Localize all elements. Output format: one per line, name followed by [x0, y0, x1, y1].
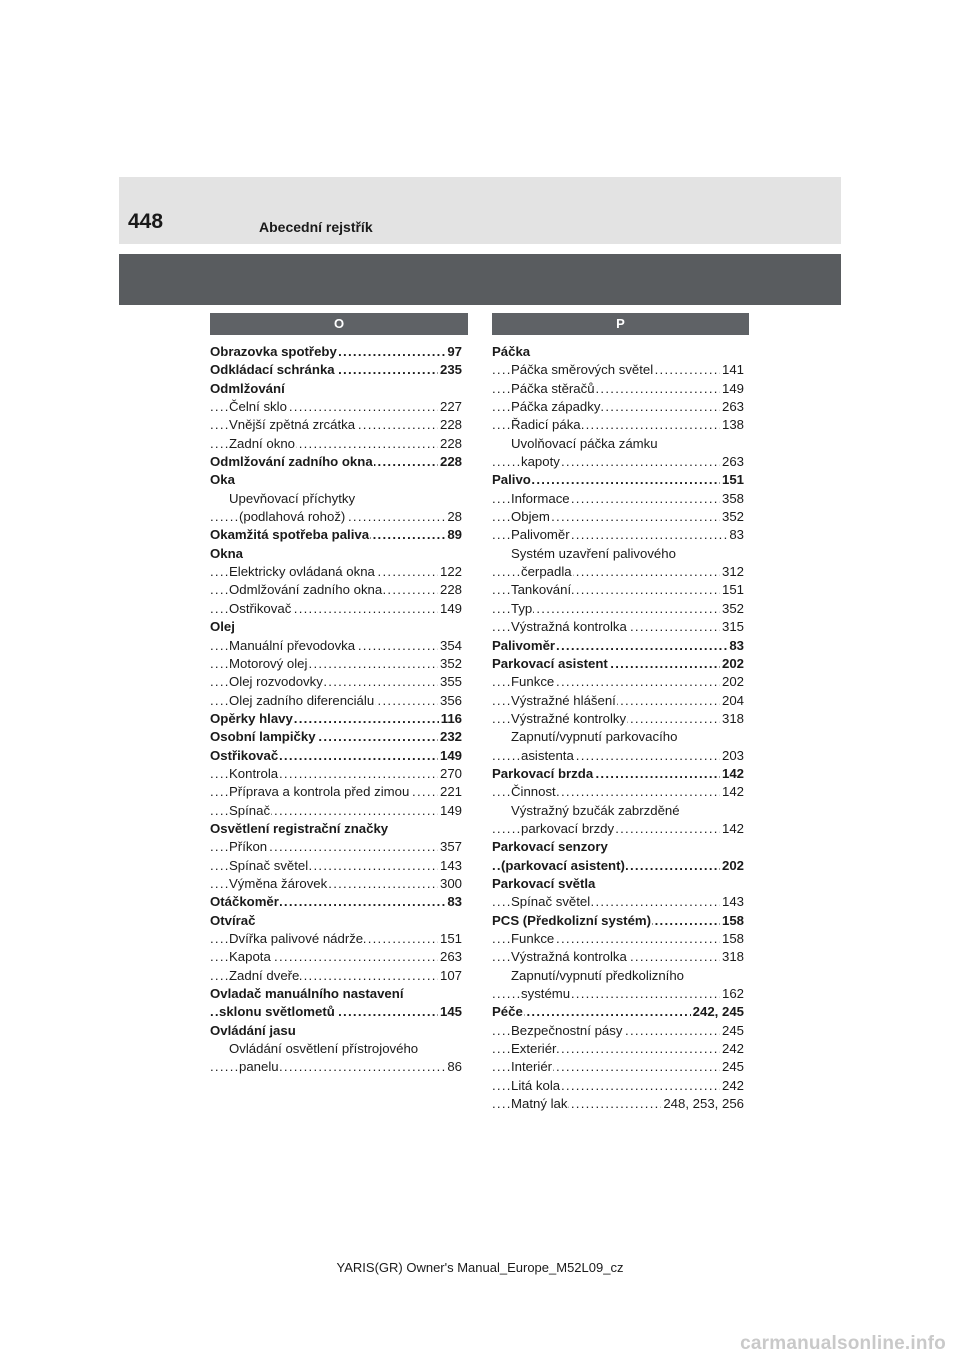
- index-column-o: [210, 343, 462, 1077]
- index-subentry: [492, 1022, 744, 1040]
- index-entry: [210, 453, 462, 471]
- index-subentry: [492, 710, 744, 728]
- page-reference: 312: [720, 563, 744, 581]
- entry-term: Spínač světel: [511, 894, 591, 910]
- index-subentry: [210, 838, 462, 856]
- index-entry: [492, 875, 744, 893]
- entry-term: Spínač: [229, 802, 271, 818]
- entry-term: Tankování: [511, 582, 572, 598]
- page-reference: 202: [720, 673, 744, 691]
- page-reference: 270: [438, 765, 462, 783]
- index-subentry: [210, 948, 462, 966]
- entry-term: asistenta: [521, 747, 574, 763]
- index-subentry: [492, 930, 744, 948]
- entry-term: Otvírač: [210, 912, 256, 928]
- index-entry: [210, 361, 462, 379]
- page-reference: 352: [720, 600, 744, 618]
- entry-term: Okamžitá spotřeba paliva: [210, 527, 370, 543]
- page-reference: 204: [720, 692, 744, 710]
- page-reference: 318: [720, 948, 744, 966]
- index-subentry: [210, 490, 462, 508]
- entry-term: Vnější zpětná zrcátka: [229, 417, 356, 433]
- index-subentry: [492, 1040, 744, 1058]
- index-subentry: [210, 802, 462, 820]
- entry-term: Řadicí páka: [511, 417, 581, 433]
- entry-term: Opěrky hlavy: [210, 710, 293, 726]
- entry-term: Příprava a kontrola před zimou: [229, 784, 410, 800]
- entry-term: Parkovací brzda: [492, 765, 594, 781]
- index-entry: [492, 655, 744, 673]
- index-subentry: [492, 600, 744, 618]
- entry-term: Zadní dveře: [229, 967, 300, 983]
- index-entry: [492, 912, 744, 930]
- index-entry: [210, 343, 462, 361]
- entry-term: Výstražná kontrolka: [511, 949, 627, 965]
- entry-term: Páčka: [492, 344, 531, 359]
- entry-term: panelu: [239, 1059, 279, 1075]
- page-reference: 138: [720, 416, 744, 434]
- index-subentry: [492, 692, 744, 710]
- page-reference: 355: [438, 673, 462, 691]
- page-reference: 142: [720, 765, 744, 783]
- entry-term: Ostřikovač: [210, 747, 279, 763]
- page-reference: 228: [438, 581, 462, 599]
- index-subentry: [492, 508, 744, 526]
- index-subentry: [492, 893, 744, 911]
- index-subentry: [210, 1040, 462, 1058]
- index-entry: [492, 838, 744, 856]
- index-subentry: [492, 563, 744, 581]
- page-reference: 83: [727, 637, 744, 655]
- entry-term: Parkovací světla: [492, 875, 596, 891]
- entry-term: Objem: [511, 509, 550, 525]
- index-subentry: [210, 857, 462, 875]
- page-reference: 263: [720, 453, 744, 471]
- page-reference: 86: [445, 1058, 462, 1076]
- entry-term: Páčka stěračů: [511, 380, 595, 396]
- entry-term: Informace: [511, 490, 570, 506]
- page-reference: 158: [720, 912, 744, 930]
- page-reference: 141: [720, 361, 744, 379]
- index-entry: [492, 857, 744, 875]
- entry-term: Odkládací schránka: [210, 362, 335, 378]
- index-subentry: [210, 783, 462, 801]
- page-reference: 245: [720, 1022, 744, 1040]
- entry-term: kapoty: [521, 454, 560, 470]
- entry-term: parkovací brzdy: [521, 820, 615, 836]
- page-reference: 228: [438, 453, 462, 471]
- page-reference: 89: [445, 526, 462, 544]
- page-reference: 97: [445, 343, 462, 361]
- page-reference: 151: [720, 581, 744, 599]
- page-reference: 149: [438, 802, 462, 820]
- entry-term: Páčka západky: [511, 399, 601, 415]
- page-reference: 242: [720, 1040, 744, 1058]
- index-entry: [210, 820, 462, 838]
- entry-term: Výměna žárovek: [229, 875, 328, 891]
- page-reference: 263: [720, 398, 744, 416]
- page-reference: 232: [438, 728, 462, 746]
- index-subentry: [492, 820, 744, 838]
- entry-term: Čelní sklo: [229, 399, 287, 415]
- index-subentry: [492, 1095, 744, 1113]
- index-subentry: [210, 765, 462, 783]
- entry-term: Exteriér: [511, 1041, 557, 1057]
- index-subentry: [492, 728, 744, 746]
- entry-term: Typ: [511, 600, 533, 616]
- index-subentry: [210, 930, 462, 948]
- page-reference: 245: [720, 1058, 744, 1076]
- page-reference: 162: [720, 985, 744, 1003]
- entry-term: Manuální převodovka: [229, 637, 356, 653]
- entry-term: Okna: [210, 545, 243, 561]
- entry-term: Péče: [492, 1004, 523, 1020]
- index-subentry: [492, 783, 744, 801]
- index-subentry: [210, 563, 462, 581]
- watermark: carmanualsonline.info: [740, 1333, 946, 1354]
- page-reference: 227: [438, 398, 462, 416]
- page-reference: 151: [438, 930, 462, 948]
- entry-term: Parkovací asistent: [492, 655, 608, 671]
- index-entry: [492, 343, 744, 361]
- page-reference: 28: [445, 508, 462, 526]
- page-reference: 116: [439, 710, 462, 728]
- index-entry: [210, 728, 462, 746]
- letter-heading-o: O: [210, 313, 468, 335]
- page-reference: 242: [720, 1077, 744, 1095]
- index-subentry: [492, 747, 744, 765]
- index-entry: [210, 1022, 462, 1040]
- entry-term: Ovládání osvětlení přístrojového: [229, 1041, 419, 1057]
- index-subentry: [492, 985, 744, 1003]
- index-subentry: [210, 967, 462, 985]
- entry-term: Uvolňovací páčka zámku: [511, 435, 658, 451]
- index-column-p: [492, 343, 744, 1113]
- page-reference: 145: [438, 1003, 462, 1021]
- page-reference: 357: [438, 838, 462, 856]
- entry-term: Zapnutí/vypnutí parkovacího: [511, 729, 678, 745]
- entry-term: Příkon: [229, 839, 268, 855]
- page-reference: 356: [438, 692, 462, 710]
- page-reference: 143: [438, 857, 462, 875]
- index-subentry: [492, 416, 744, 434]
- index-entry: [210, 545, 462, 563]
- entry-term: Činnost: [511, 784, 556, 800]
- page-reference: 228: [438, 435, 462, 453]
- index-subentry: [492, 967, 744, 985]
- page-reference: 83: [727, 526, 744, 544]
- index-subentry: [210, 581, 462, 599]
- page-reference: 202: [720, 857, 744, 875]
- entry-term: Páčka směrových světel: [511, 362, 654, 378]
- entry-term: Odmlžování zadního okna: [210, 454, 373, 470]
- page-reference: 203: [720, 747, 744, 765]
- page-reference: 318: [720, 710, 744, 728]
- page-reference: 151: [720, 471, 744, 489]
- entry-term: čerpadla: [521, 564, 572, 580]
- page-reference: 143: [720, 893, 744, 911]
- index-subentry: [210, 692, 462, 710]
- index-entry: [492, 765, 744, 783]
- index-entry: [210, 985, 462, 1003]
- page-reference: 354: [438, 637, 462, 655]
- index-entry: [210, 380, 462, 398]
- page-reference: 149: [720, 380, 744, 398]
- entry-term: Kontrola: [229, 765, 279, 781]
- index-subentry: [492, 802, 744, 820]
- entry-term: sklonu světlometů: [219, 1004, 335, 1020]
- index-entry: [210, 912, 462, 930]
- page-reference: 352: [438, 655, 462, 673]
- entry-term: Výstražné kontrolky: [511, 710, 627, 726]
- page-reference: 149: [438, 600, 462, 618]
- entry-term: Spínač světel: [229, 857, 309, 873]
- entry-term: Olej rozvodovky: [229, 674, 323, 690]
- page-reference: 158: [720, 930, 744, 948]
- entry-term: (parkovací asistent): [501, 857, 625, 873]
- section-title: Abecední rejstřík: [259, 219, 373, 235]
- entry-term: Motorový olej: [229, 655, 308, 671]
- page-reference: 263: [438, 948, 462, 966]
- index-entry: [210, 1003, 462, 1021]
- entry-term: Osobní lampičky: [210, 729, 316, 745]
- page-reference: 149: [438, 747, 462, 765]
- entry-term: Ostřikovač: [229, 600, 292, 616]
- page-reference: 202: [720, 655, 744, 673]
- entry-term: Výstražná kontrolka: [511, 619, 627, 635]
- entry-term: Obrazovka spotřeby: [210, 344, 337, 359]
- index-entry: [210, 893, 462, 911]
- entry-term: Olej zadního diferenciálu: [229, 692, 375, 708]
- entry-term: Palivoměr: [492, 637, 556, 653]
- entry-term: Funkce: [511, 674, 555, 690]
- index-subentry: [210, 637, 462, 655]
- entry-term: Bezpečnostní pásy: [511, 1022, 623, 1038]
- index-subentry: [210, 398, 462, 416]
- index-entry: [492, 1003, 744, 1021]
- entry-term: Odmlžování zadního okna: [229, 582, 383, 598]
- entry-term: Upevňovací příchytky: [229, 490, 356, 506]
- page-reference: 358: [720, 490, 744, 508]
- index-subentry: [210, 508, 462, 526]
- entry-term: Elektricky ovládaná okna: [229, 564, 375, 580]
- entry-term: Zadní okno: [229, 435, 295, 451]
- index-subentry: [492, 361, 744, 379]
- page-reference: 228: [438, 416, 462, 434]
- index-subentry: [492, 673, 744, 691]
- dark-band: [119, 254, 841, 305]
- entry-term: Litá kola: [511, 1077, 561, 1093]
- page-reference: 221: [438, 783, 462, 801]
- entry-term: (podlahová rohož): [239, 509, 346, 525]
- index-subentry: [492, 618, 744, 636]
- footer-text: YARIS(GR) Owner's Manual_Europe_M52L09_cz: [336, 1260, 624, 1275]
- page-reference: 235: [438, 361, 462, 379]
- index-subentry: [492, 545, 744, 563]
- entry-term: Systém uzavření palivového: [511, 545, 676, 561]
- header-band: [119, 177, 841, 244]
- entry-term: Zapnutí/vypnutí předkolizního: [511, 967, 685, 983]
- index-subentry: [210, 655, 462, 673]
- page-reference: 242, 245: [691, 1003, 744, 1021]
- letter-heading-p: P: [492, 313, 749, 335]
- index-entry: [492, 637, 744, 655]
- entry-term: Matný lak: [511, 1096, 568, 1112]
- index-subentry: [492, 435, 744, 453]
- page-reference: 300: [438, 875, 462, 893]
- entry-term: Dvířka palivové nádrže: [229, 931, 364, 946]
- entry-term: Palivoměr: [511, 527, 570, 543]
- index-subentry: [210, 435, 462, 453]
- entry-term: Výstražný bzučák zabrzděné: [511, 802, 680, 818]
- entry-term: Výstražné hlášení: [511, 692, 616, 708]
- index-subentry: [210, 875, 462, 893]
- entry-term: Oka: [210, 472, 235, 488]
- index-subentry: [492, 1077, 744, 1095]
- entry-term: PCS (Předkolizní systém): [492, 912, 652, 928]
- page-reference: 248, 253, 256: [661, 1095, 744, 1113]
- index-entry: [210, 526, 462, 544]
- index-subentry: [492, 380, 744, 398]
- entry-term: Kapota: [229, 949, 271, 965]
- entry-term: Ovládání jasu: [210, 1022, 296, 1038]
- entry-term: Palivo: [492, 472, 531, 488]
- index-subentry: [492, 453, 744, 471]
- page-reference: 315: [720, 618, 744, 636]
- index-entry: [210, 471, 462, 489]
- page-reference: 142: [720, 820, 744, 838]
- entry-term: Ovladač manuálního nastavení: [210, 986, 404, 1002]
- index-subentry: [492, 581, 744, 599]
- entry-term: Funkce: [511, 931, 555, 946]
- index-entry: [492, 471, 744, 489]
- page-number: 448: [128, 210, 164, 233]
- index-subentry: [492, 948, 744, 966]
- entry-term: Parkovací senzory: [492, 839, 608, 855]
- index-subentry: [210, 1058, 462, 1076]
- page-reference: 83: [445, 893, 462, 911]
- index-subentry: [492, 398, 744, 416]
- entry-term: Interiér: [511, 1059, 553, 1075]
- index-entry: [210, 747, 462, 765]
- index-subentry: [492, 490, 744, 508]
- entry-term: Odmlžování: [210, 380, 285, 396]
- entry-term: Osvětlení registrační značky: [210, 820, 389, 836]
- page-reference: 352: [720, 508, 744, 526]
- entry-term: systému: [521, 986, 571, 1002]
- index-subentry: [210, 673, 462, 691]
- index-subentry: [210, 600, 462, 618]
- page-reference: 107: [438, 967, 462, 985]
- page-reference: 142: [720, 783, 744, 801]
- page-reference: 122: [438, 563, 462, 581]
- index-subentry: [492, 526, 744, 544]
- index-entry: [210, 710, 462, 728]
- entry-term: Olej: [210, 619, 235, 635]
- index-subentry: [492, 1058, 744, 1076]
- entry-term: Otáčkoměr: [210, 894, 279, 910]
- index-subentry: [210, 416, 462, 434]
- index-entry: [210, 618, 462, 636]
